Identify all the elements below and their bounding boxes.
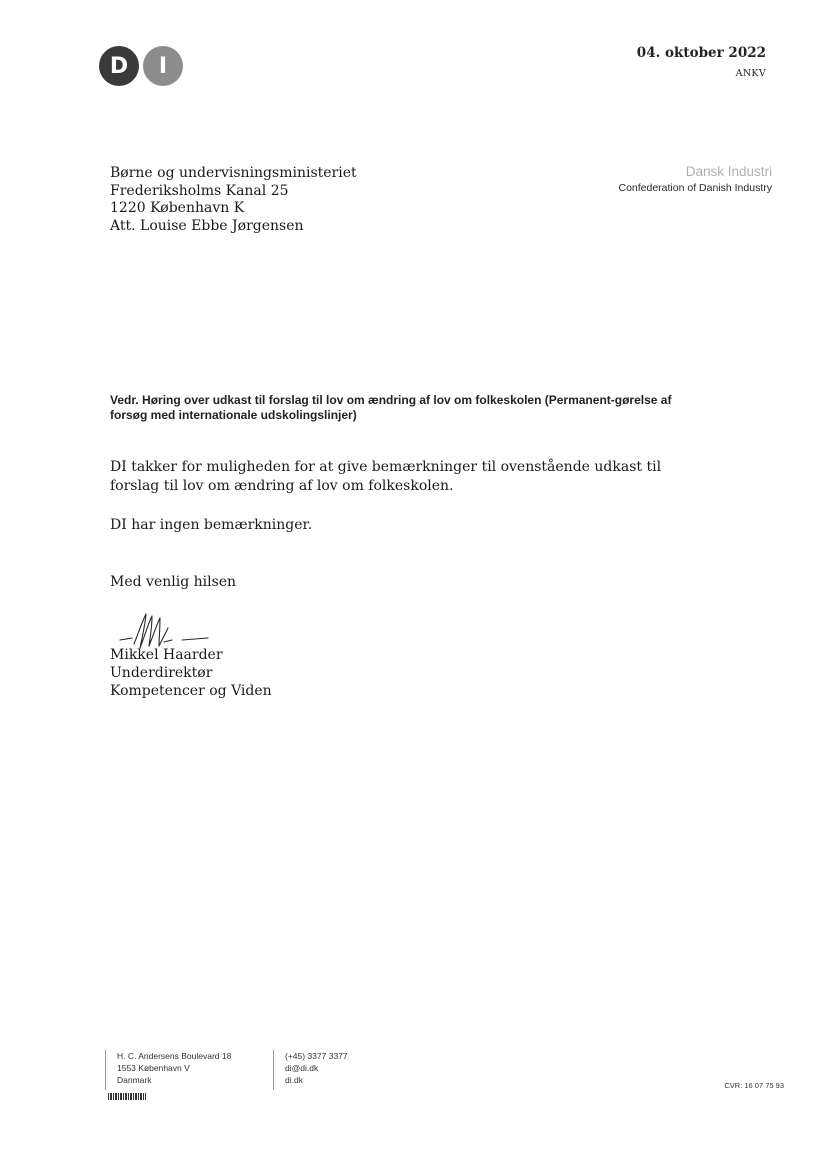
signer-department: Kompetencer og Viden [110,683,272,699]
signer-block [110,646,272,700]
signer-title: Underdirektør [110,665,213,681]
footer-phone: (+45) 3377 3377 [285,1051,348,1061]
footer-address [117,1050,231,1086]
signer-name: Mikkel Haarder [110,647,223,663]
footer-address-line: Danmark [117,1075,152,1085]
letter-subject: Vedr. Høring over udkast til forslag til lov om ændring af lov om folkeskolen (Permanent-gørelse af forsøg med internationale udskolingslinjer) [110,393,672,422]
footer-website: di.dk [285,1075,303,1085]
logo-d-circle: D [99,46,139,86]
footer-divider [273,1050,274,1090]
recipient-line: Børne og undervisningsministeriet [110,165,357,181]
sender-name: Dansk Industri [685,164,772,179]
footer-contact [285,1050,348,1086]
recipient-line: 1220 København K [110,200,245,216]
letter-initials: ANKV [735,68,766,79]
sender-name-en: Confederation of Danish Industry [618,182,772,194]
recipient-address [110,165,357,235]
recipient-line: Att. Louise Ebbe Jørgensen [110,217,304,234]
footer-address-line: 1553 København V [117,1063,190,1073]
body-paragraph: DI takker for muligheden for at give bemærkninger til ovenstående udkast til forslag til lov om ændring af lov om folkeskolen. [110,459,662,494]
logo-i-circle: I [143,46,183,86]
di-logo [99,46,189,88]
letter-date: 04. oktober 2022 [636,45,766,61]
footer-divider [105,1050,106,1090]
barcode-icon [108,1093,146,1100]
closing: Med venlig hilsen [110,574,237,590]
footer-email: di@di.dk [285,1063,319,1073]
footer-address-line: H. C. Andersens Boulevard 18 [117,1051,232,1061]
recipient-line: Frederiksholms Kanal 25 [110,182,289,199]
body-paragraph: DI har ingen bemærkninger. [110,517,313,533]
footer-cvr: CVR: 16 07 75 93 [724,1081,784,1090]
